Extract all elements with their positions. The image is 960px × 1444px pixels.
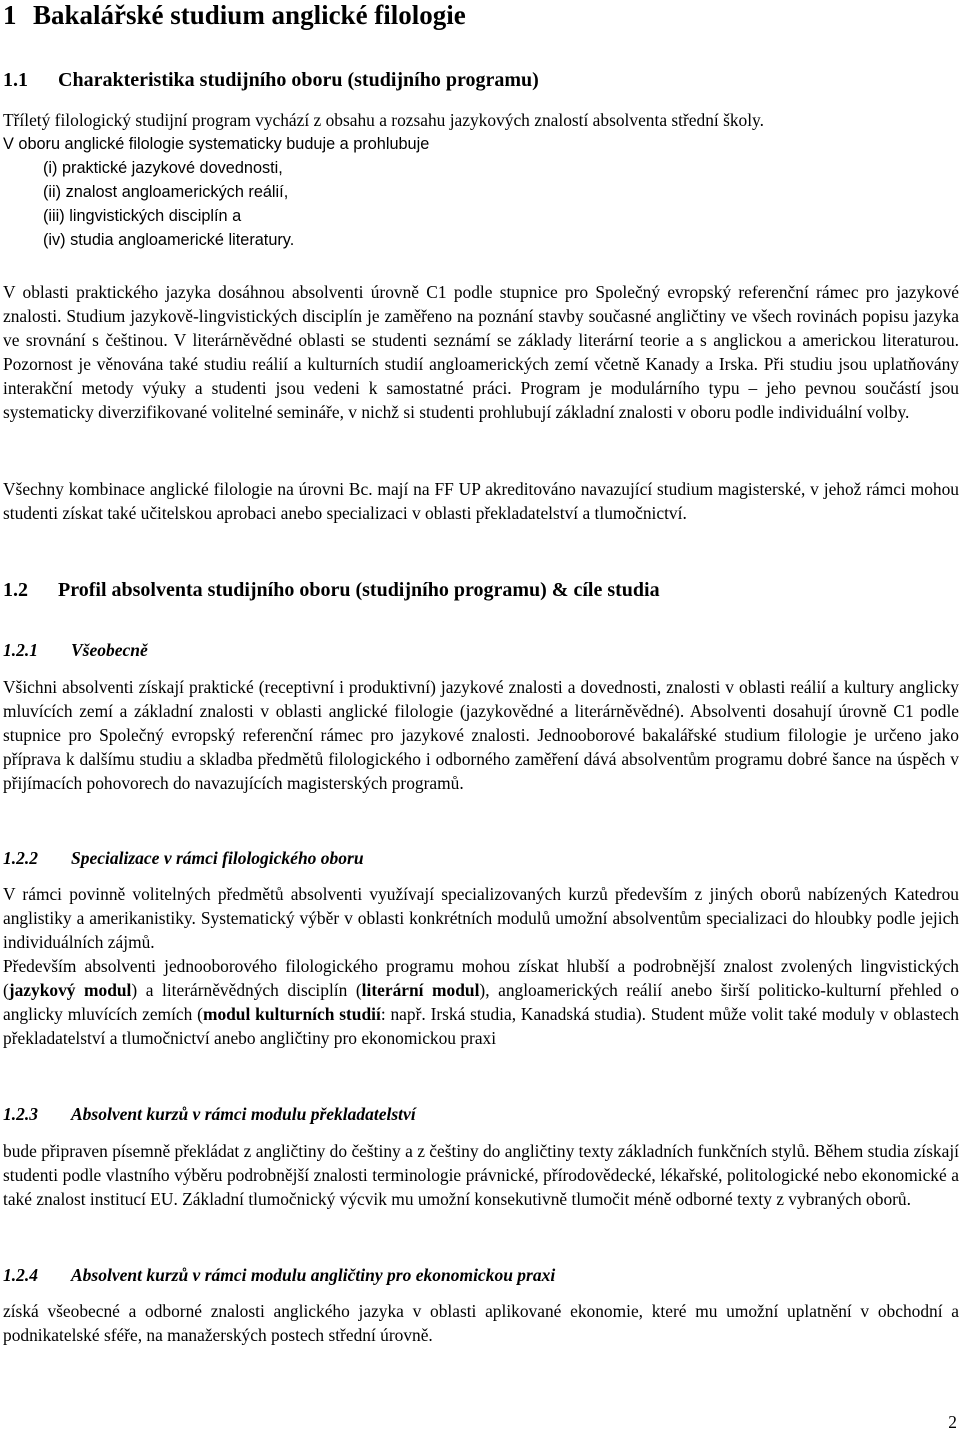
subsection-title: Absolvent kurzů v rámci modulu angličtiny pro ekonomickou praxi xyxy=(71,1265,556,1285)
text-run: Především absolventi jednooborového filologického programu mohou získat hlubší a podrobnější znalost zvolených lingvistických ( xyxy=(3,956,959,1001)
paragraph-practical-language: V oblasti praktického jazyka dosáhnou absolventi úrovně C1 podle stupnice pro Společný evropský referenční rámec pro jazykové znalosti. Studium jazykově-lingvistických disciplín je zaměřeno na poznání stavby současné angličtiny ve všech rovinách popisu jazyka ve srovnání s češtinou. V literárněvědné oblasti se studenti seznámí se základy literární teorie a s anglickou a americkou literaturou. Pozornost je věnována také studiu reálií a kulturních studií angloamerických zemí včetně Kanady a Irska. Při studiu jsou uplatňovány interakční metody výuky a studenti jsou vedeni k samostatné práci. Program je modulárního typu – jeho pevnou součástí jsou systematicky diverzifikované volitelné semináře, v nichž si studenti prohlubují základní znalosti v oboru podle individuální volby. xyxy=(3,282,959,423)
section-number: 1.1 xyxy=(3,69,28,91)
subsection-number: 1.2.2 xyxy=(3,848,38,868)
subsection-number: 1.2.1 xyxy=(3,640,38,660)
paragraph-modules xyxy=(3,954,959,1050)
subsection-heading-1-2-1 xyxy=(3,638,959,662)
list-item: (i) praktické jazykové dovednosti, xyxy=(43,159,283,178)
subsection-number: 1.2.4 xyxy=(3,1265,38,1285)
subsection-title: Absolvent kurzů v rámci modulu překladatelství xyxy=(71,1104,416,1124)
competence-list xyxy=(3,132,959,252)
list-item: (iv) studia angloamerické literatury. xyxy=(43,231,295,250)
section-number: 1.2 xyxy=(3,579,28,601)
text-run: : např. Irská studia, Kanadská studia). Student může volit také moduly v oblastech překladatelství a tlumočnictví anebo angličtiny pro ekonomickou praxi xyxy=(3,1004,960,1049)
subsection-heading-1-2-3 xyxy=(3,1102,959,1126)
subsection-number: 1.2.3 xyxy=(3,1104,38,1124)
chapter-number: 1 xyxy=(3,0,17,30)
subsection-heading-1-2-4 xyxy=(3,1263,959,1287)
paragraph-translation: bude připraven písemně překládat z angličtiny do češtiny a z češtiny do angličtiny texty základních funkčních stylů. Během studia získají studenti podle vlastního výběru podrobnější znalosti terminologie právnické, přírodovědecké, lékařské, politologické nebo ekonomické a také znalost institucí EU. Základní tlumočnický výcvik mu umožní konsekutivně tlumočit méně odborné texty z vybraných oborů. xyxy=(3,1141,959,1210)
section-title: Profil absolventa studijního oboru (studijního programu) & cíle studia xyxy=(58,579,660,601)
section-title: Charakteristika studijního oboru (studijního programu) xyxy=(58,69,539,91)
bold-term: literární modul xyxy=(361,980,480,1001)
bold-term: modul kulturních studií xyxy=(202,1004,381,1025)
section-heading-1-2 xyxy=(3,578,959,602)
chapter-title: Bakalářské studium anglické filologie xyxy=(33,0,466,30)
chapter-heading xyxy=(3,0,959,30)
subsection-heading-1-2-2 xyxy=(3,846,959,870)
text-run: ), angloamerických reálií anebo širší politicko-kulturní přehled o anglicky mluvících zemích ( xyxy=(3,980,959,1025)
list-lead: V oboru anglické filologie systematicky buduje a prohlubuje xyxy=(3,135,430,153)
page-number: 2 xyxy=(948,1412,957,1432)
text-run: ) a literárněvědných disciplín ( xyxy=(131,980,362,1001)
subsection-title: Všeobecně xyxy=(71,640,148,660)
paragraph-economics: získá všeobecné a odborné znalosti anglického jazyka v oblasti aplikované ekonomie, které mu umožní uplatnění v obchodní a podnikatelské sféře, na manažerských postech střední úrovně. xyxy=(3,1301,959,1346)
list-item: (ii) znalost angloamerických reálií, xyxy=(43,183,289,202)
bold-term: jazykový modul xyxy=(8,980,132,1001)
intro-paragraph: Tříletý filologický studijní program vychází z obsahu a rozsahu jazykových znalostí absolventa střední školy. xyxy=(3,110,764,130)
paragraph-general: Všichni absolventi získají praktické (receptivní i produktivní) jazykové znalosti a dovednosti, znalosti v oblasti reálií a kultury anglicky mluvících zemí a základní znalosti v oblasti anglické filologie (jazykovědné a literárněvědné). Absolventi dosahují úrovně C1 podle stupnice pro Společný evropský referenční rámec pro jazykové znalosti. Jednooborové bakalářské studium filologie je určeno jako příprava k dalšímu studiu a skladba předmětů filologického i odborného zaměření dává absolventům programu dobré šance na úspěch v přijímacích pohovorech do navazujících magisterských programů. xyxy=(3,677,959,794)
paragraph-specialization: V rámci povinně volitelných předmětů absolventi využívají specializovaných kurzů především z jiných oborů nabízených Katedrou anglistiky a amerikanistiky. Systematický výběr v oblasti konkrétních modulů umožní absolventům specializaci do hloubky podle jejich individuálních zájmů. xyxy=(3,884,959,953)
section-heading-1-1 xyxy=(3,68,959,92)
subsection-title: Specializace v rámci filologického oboru xyxy=(71,848,364,868)
paragraph-combinations: Všechny kombinace anglické filologie na úrovni Bc. mají na FF UP akreditováno navazující studium magisterské, v jehož rámci mohou studenti získat také učitelskou aprobaci anebo specializaci v oblasti překladatelství a tlumočnictví. xyxy=(3,479,959,524)
list-item: (iii) lingvistických disciplín a xyxy=(43,207,242,226)
